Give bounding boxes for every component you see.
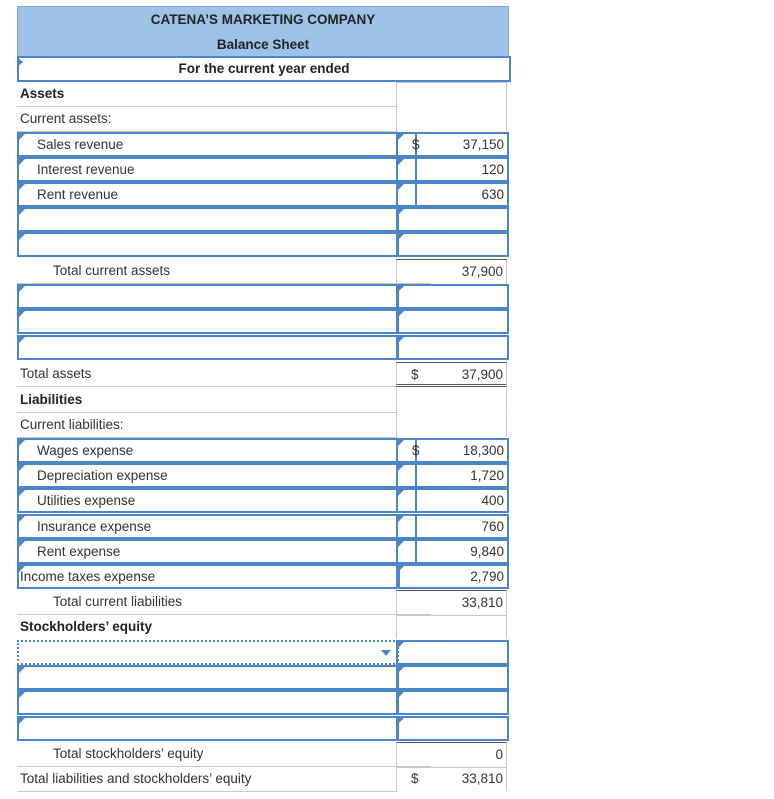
row-empty-asset-2 <box>0 232 774 257</box>
row-total-stockholders-equity <box>0 742 774 767</box>
total-current-liabilities-label: Total current liabilities <box>17 590 431 615</box>
row-equity-empty-4 <box>0 716 774 741</box>
amount-field[interactable] <box>396 514 509 539</box>
input-marker-icon <box>19 718 25 724</box>
account-label: Depreciation expense <box>37 468 168 483</box>
input-marker-icon <box>19 566 25 572</box>
dollar-sign: $ <box>411 367 419 382</box>
amount-value: 33,810 <box>461 771 503 786</box>
amount-value: 120 <box>481 162 504 177</box>
amount-value: 37,150 <box>462 137 504 152</box>
row-current-assets-header <box>0 107 774 132</box>
current-assets-heading: Current assets: <box>17 107 398 132</box>
amount-field[interactable] <box>396 716 509 741</box>
total-liabilities-equity-amount <box>396 767 507 791</box>
input-marker-icon <box>398 692 404 698</box>
amount-field[interactable] <box>396 335 509 360</box>
amount-value: 1,720 <box>470 468 504 483</box>
account-select[interactable] <box>17 665 399 690</box>
amount-field[interactable] <box>396 690 509 715</box>
amount-value: 760 <box>481 519 504 534</box>
input-marker-icon <box>398 440 404 446</box>
account-label: Income taxes expense <box>20 569 156 584</box>
account-label: Rent revenue <box>37 187 119 202</box>
amount-field[interactable] <box>396 438 509 463</box>
amount-field[interactable] <box>396 182 509 207</box>
amount-value: 0 <box>495 747 503 762</box>
account-select[interactable] <box>17 132 417 157</box>
row-total-assets <box>0 362 774 387</box>
row-liabilities-header <box>0 388 774 413</box>
input-marker-icon <box>398 134 404 140</box>
account-select[interactable] <box>17 232 399 257</box>
amount-value: 2,790 <box>470 569 504 584</box>
row-equity-empty-3 <box>0 690 774 715</box>
total-current-liabilities-amount <box>396 590 507 616</box>
amount-value: 18,300 <box>462 443 504 458</box>
amount-field[interactable] <box>396 640 509 665</box>
total-current-assets-amount <box>396 259 507 285</box>
total-stockholders-equity-amount <box>396 742 507 768</box>
amount-field[interactable] <box>396 309 509 334</box>
account-label: Insurance expense <box>37 519 152 534</box>
input-marker-icon <box>19 490 25 496</box>
row-current-liabilities-header <box>0 413 774 438</box>
input-marker-icon <box>19 209 25 215</box>
input-marker-icon <box>19 286 25 292</box>
liabilities-heading: Liabilities <box>17 388 398 413</box>
dollar-sign: $ <box>411 771 419 786</box>
empty-amount-cell <box>396 388 507 412</box>
amount-field[interactable] <box>396 539 509 564</box>
input-marker-icon <box>19 440 25 446</box>
current-liabilities-heading: Current liabilities: <box>17 413 398 438</box>
row-total-liabilities-equity <box>0 767 774 799</box>
row-empty-asset-3 <box>0 284 774 309</box>
row-insurance-expense <box>0 514 774 539</box>
input-marker-icon <box>19 134 25 140</box>
account-select[interactable] <box>17 564 400 589</box>
account-select[interactable] <box>17 514 417 539</box>
total-liabilities-equity-label: Total liabilities and stockholders’ equity <box>17 767 398 792</box>
input-marker-icon <box>19 516 25 522</box>
row-income-taxes-expense <box>0 564 774 589</box>
input-marker-icon <box>17 57 23 67</box>
amount-value: 630 <box>481 187 504 202</box>
amount-field[interactable] <box>396 284 509 309</box>
statement-title: Balance Sheet <box>17 32 509 58</box>
row-empty-asset-4 <box>0 309 774 334</box>
amount-field[interactable] <box>396 132 509 157</box>
account-select[interactable] <box>17 309 399 334</box>
empty-amount-cell <box>396 615 507 639</box>
company-name: CATENA’S MARKETING COMPANY <box>17 6 509 32</box>
total-assets-label: Total assets <box>17 362 398 387</box>
input-marker-icon <box>19 311 25 317</box>
amount-field[interactable] <box>396 232 509 257</box>
amount-field[interactable] <box>396 564 509 589</box>
input-marker-icon <box>398 465 404 471</box>
empty-amount-cell <box>396 413 507 437</box>
input-marker-icon <box>398 184 404 190</box>
input-marker-icon <box>398 490 404 496</box>
input-marker-icon <box>19 184 25 190</box>
account-select[interactable] <box>17 157 417 182</box>
account-select[interactable] <box>17 335 399 360</box>
chevron-down-icon[interactable] <box>381 650 391 656</box>
amount-field[interactable] <box>396 463 509 488</box>
period-text: For the current year ended <box>178 61 350 76</box>
row-equity-select-1 <box>0 640 774 665</box>
row-equity-empty-2 <box>0 665 774 690</box>
amount-field[interactable] <box>396 157 509 182</box>
account-select[interactable] <box>17 539 417 564</box>
amount-value: 400 <box>481 493 504 508</box>
input-marker-icon <box>19 234 25 240</box>
row-sales-revenue <box>0 132 774 157</box>
input-marker-icon <box>398 642 404 648</box>
input-marker-icon <box>398 337 404 343</box>
input-marker-icon <box>398 667 404 673</box>
row-interest-revenue <box>0 157 774 182</box>
account-label: Rent expense <box>37 544 121 559</box>
row-utilities-expense <box>0 488 774 513</box>
input-marker-icon <box>398 209 404 215</box>
input-marker-icon <box>398 234 404 240</box>
account-label: Sales revenue <box>37 137 124 152</box>
total-stockholders-equity-label: Total stockholders’ equity <box>17 742 431 767</box>
input-marker-icon <box>398 286 404 292</box>
row-wages-expense <box>0 438 774 463</box>
account-select[interactable] <box>17 207 399 232</box>
account-label: Utilities expense <box>37 493 136 508</box>
input-marker-icon <box>398 159 404 165</box>
input-marker-icon <box>398 516 404 522</box>
amount-field[interactable] <box>396 207 509 232</box>
account-label: Wages expense <box>37 443 134 458</box>
amount-value: 9,840 <box>470 544 504 559</box>
row-assets-header <box>0 82 774 107</box>
row-stockholders-equity-header <box>0 615 774 640</box>
account-select[interactable] <box>17 284 399 309</box>
input-marker-icon <box>19 541 25 547</box>
account-select[interactable] <box>17 182 417 207</box>
account-select[interactable] <box>17 488 417 513</box>
account-label: Interest revenue <box>37 162 135 177</box>
row-rent-revenue <box>0 182 774 207</box>
input-marker-icon <box>19 465 25 471</box>
account-select[interactable] <box>17 438 417 463</box>
account-select[interactable] <box>17 690 399 715</box>
row-empty-asset-1 <box>0 207 774 232</box>
input-marker-icon <box>19 159 25 165</box>
row-total-current-assets <box>0 259 774 284</box>
input-marker-icon <box>19 337 25 343</box>
row-depreciation-expense <box>0 463 774 488</box>
empty-amount-cell <box>396 107 507 131</box>
amount-field[interactable] <box>396 665 509 690</box>
account-dropdown[interactable] <box>17 640 399 665</box>
amount-value: 37,900 <box>461 264 503 279</box>
account-select[interactable] <box>17 463 417 488</box>
dollar-sign: $ <box>412 137 420 152</box>
period-field[interactable] <box>17 56 511 82</box>
assets-heading: Assets <box>17 82 398 107</box>
input-marker-icon <box>19 667 25 673</box>
amount-value: 33,810 <box>461 595 503 610</box>
input-marker-icon <box>398 718 404 724</box>
row-total-current-liabilities <box>0 590 774 615</box>
dollar-sign: $ <box>412 443 420 458</box>
account-select[interactable] <box>17 716 399 741</box>
stockholders-equity-heading: Stockholders’ equity <box>20 619 153 634</box>
input-marker-icon <box>398 541 404 547</box>
total-current-assets-label: Total current assets <box>17 259 431 284</box>
amount-field[interactable] <box>396 488 509 513</box>
row-empty-asset-5 <box>0 335 774 360</box>
total-assets-amount <box>396 362 507 387</box>
empty-amount-cell <box>396 82 507 107</box>
input-marker-icon <box>19 692 25 698</box>
input-marker-icon <box>398 566 404 572</box>
amount-value: 37,900 <box>461 367 503 382</box>
row-rent-expense <box>0 539 774 564</box>
input-marker-icon <box>398 311 404 317</box>
